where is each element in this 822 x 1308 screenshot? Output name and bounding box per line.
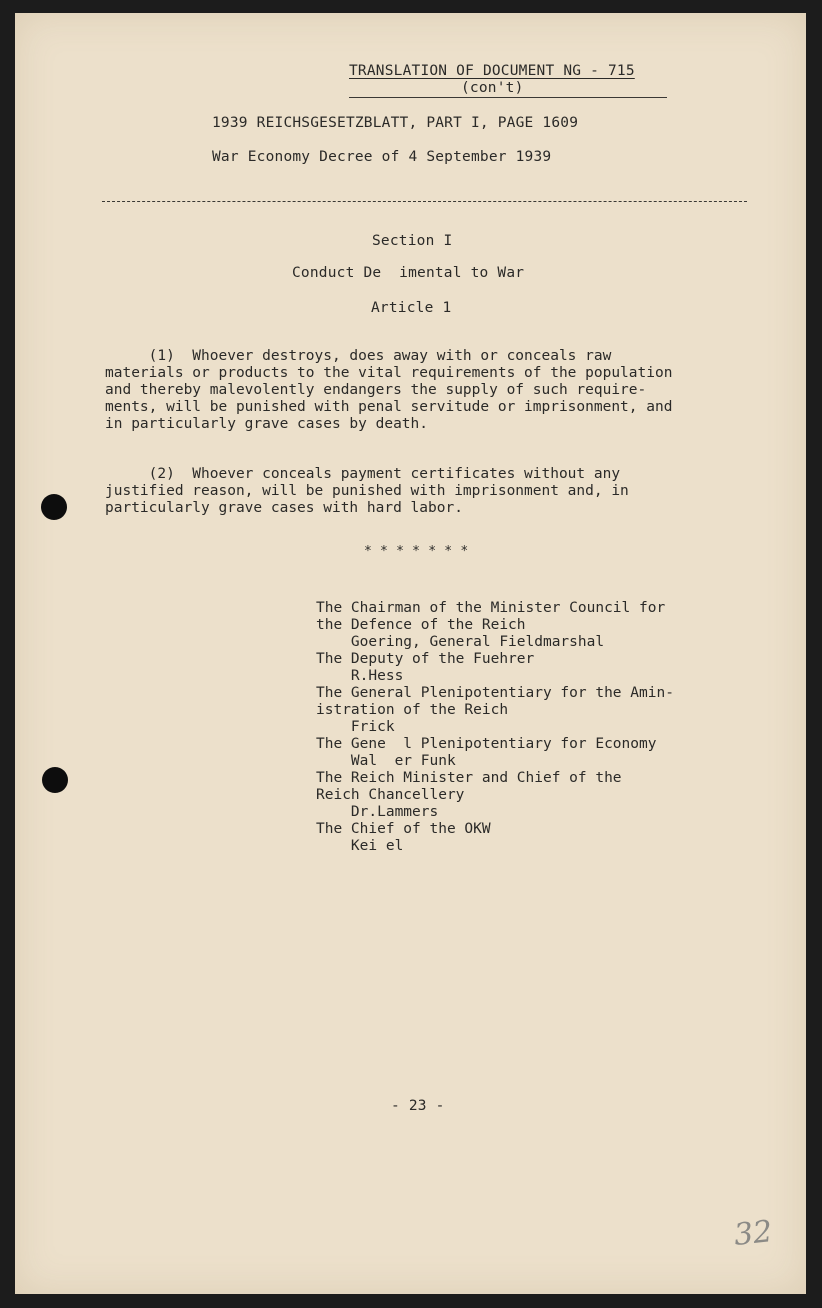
section-separator: * * * * * * * — [364, 544, 469, 559]
punch-hole-upper — [41, 494, 67, 520]
paragraph-1: (1) Whoever destroys, does away with or conceals raw materials or products to the vital requirements of the population and thereby malevolently endangers the supply of such require- ments, will be punished with penal servitude or imprisonment, and in particularly grave cases by death. — [105, 348, 673, 432]
source-citation: 1939 REICHSGESETZBLATT, PART I, PAGE 1609 — [212, 115, 579, 131]
paragraph-2: (2) Whoever conceals payment certificates without any justified reason, will be punished with imprisonment and, in particularly grave cases with hard labor. — [105, 466, 629, 516]
title-underline — [349, 97, 667, 98]
decree-title: War Economy Decree of 4 September 1939 — [212, 149, 552, 165]
section-heading: Section I — [372, 233, 453, 249]
header-divider — [102, 201, 747, 202]
document-title: TRANSLATION OF DOCUMENT NG - 715 — [349, 63, 635, 79]
signatures-block: The Chairman of the Minister Council for the Defence of the Reich Goering, General Fieldmarshal The Deputy of the Fuehrer R.Hess The General Plenipotentiary for the Amin- istration of the Reich Frick The Gene l Plenipotentiary for Economy Wal er Funk The Reich Minister and Chief of the Reich Chancellery Dr.Lammers The Chief of the OKW Kei el — [316, 600, 674, 854]
punch-hole-lower — [42, 767, 68, 793]
handwritten-page-number: 32 — [732, 1214, 774, 1253]
article-heading: Article 1 — [371, 300, 452, 316]
page-number: - 23 - — [391, 1098, 445, 1114]
document-title-continued: (con't) — [461, 80, 524, 96]
section-subheading: Conduct De imental to War — [292, 265, 525, 281]
document-page — [15, 13, 806, 1294]
